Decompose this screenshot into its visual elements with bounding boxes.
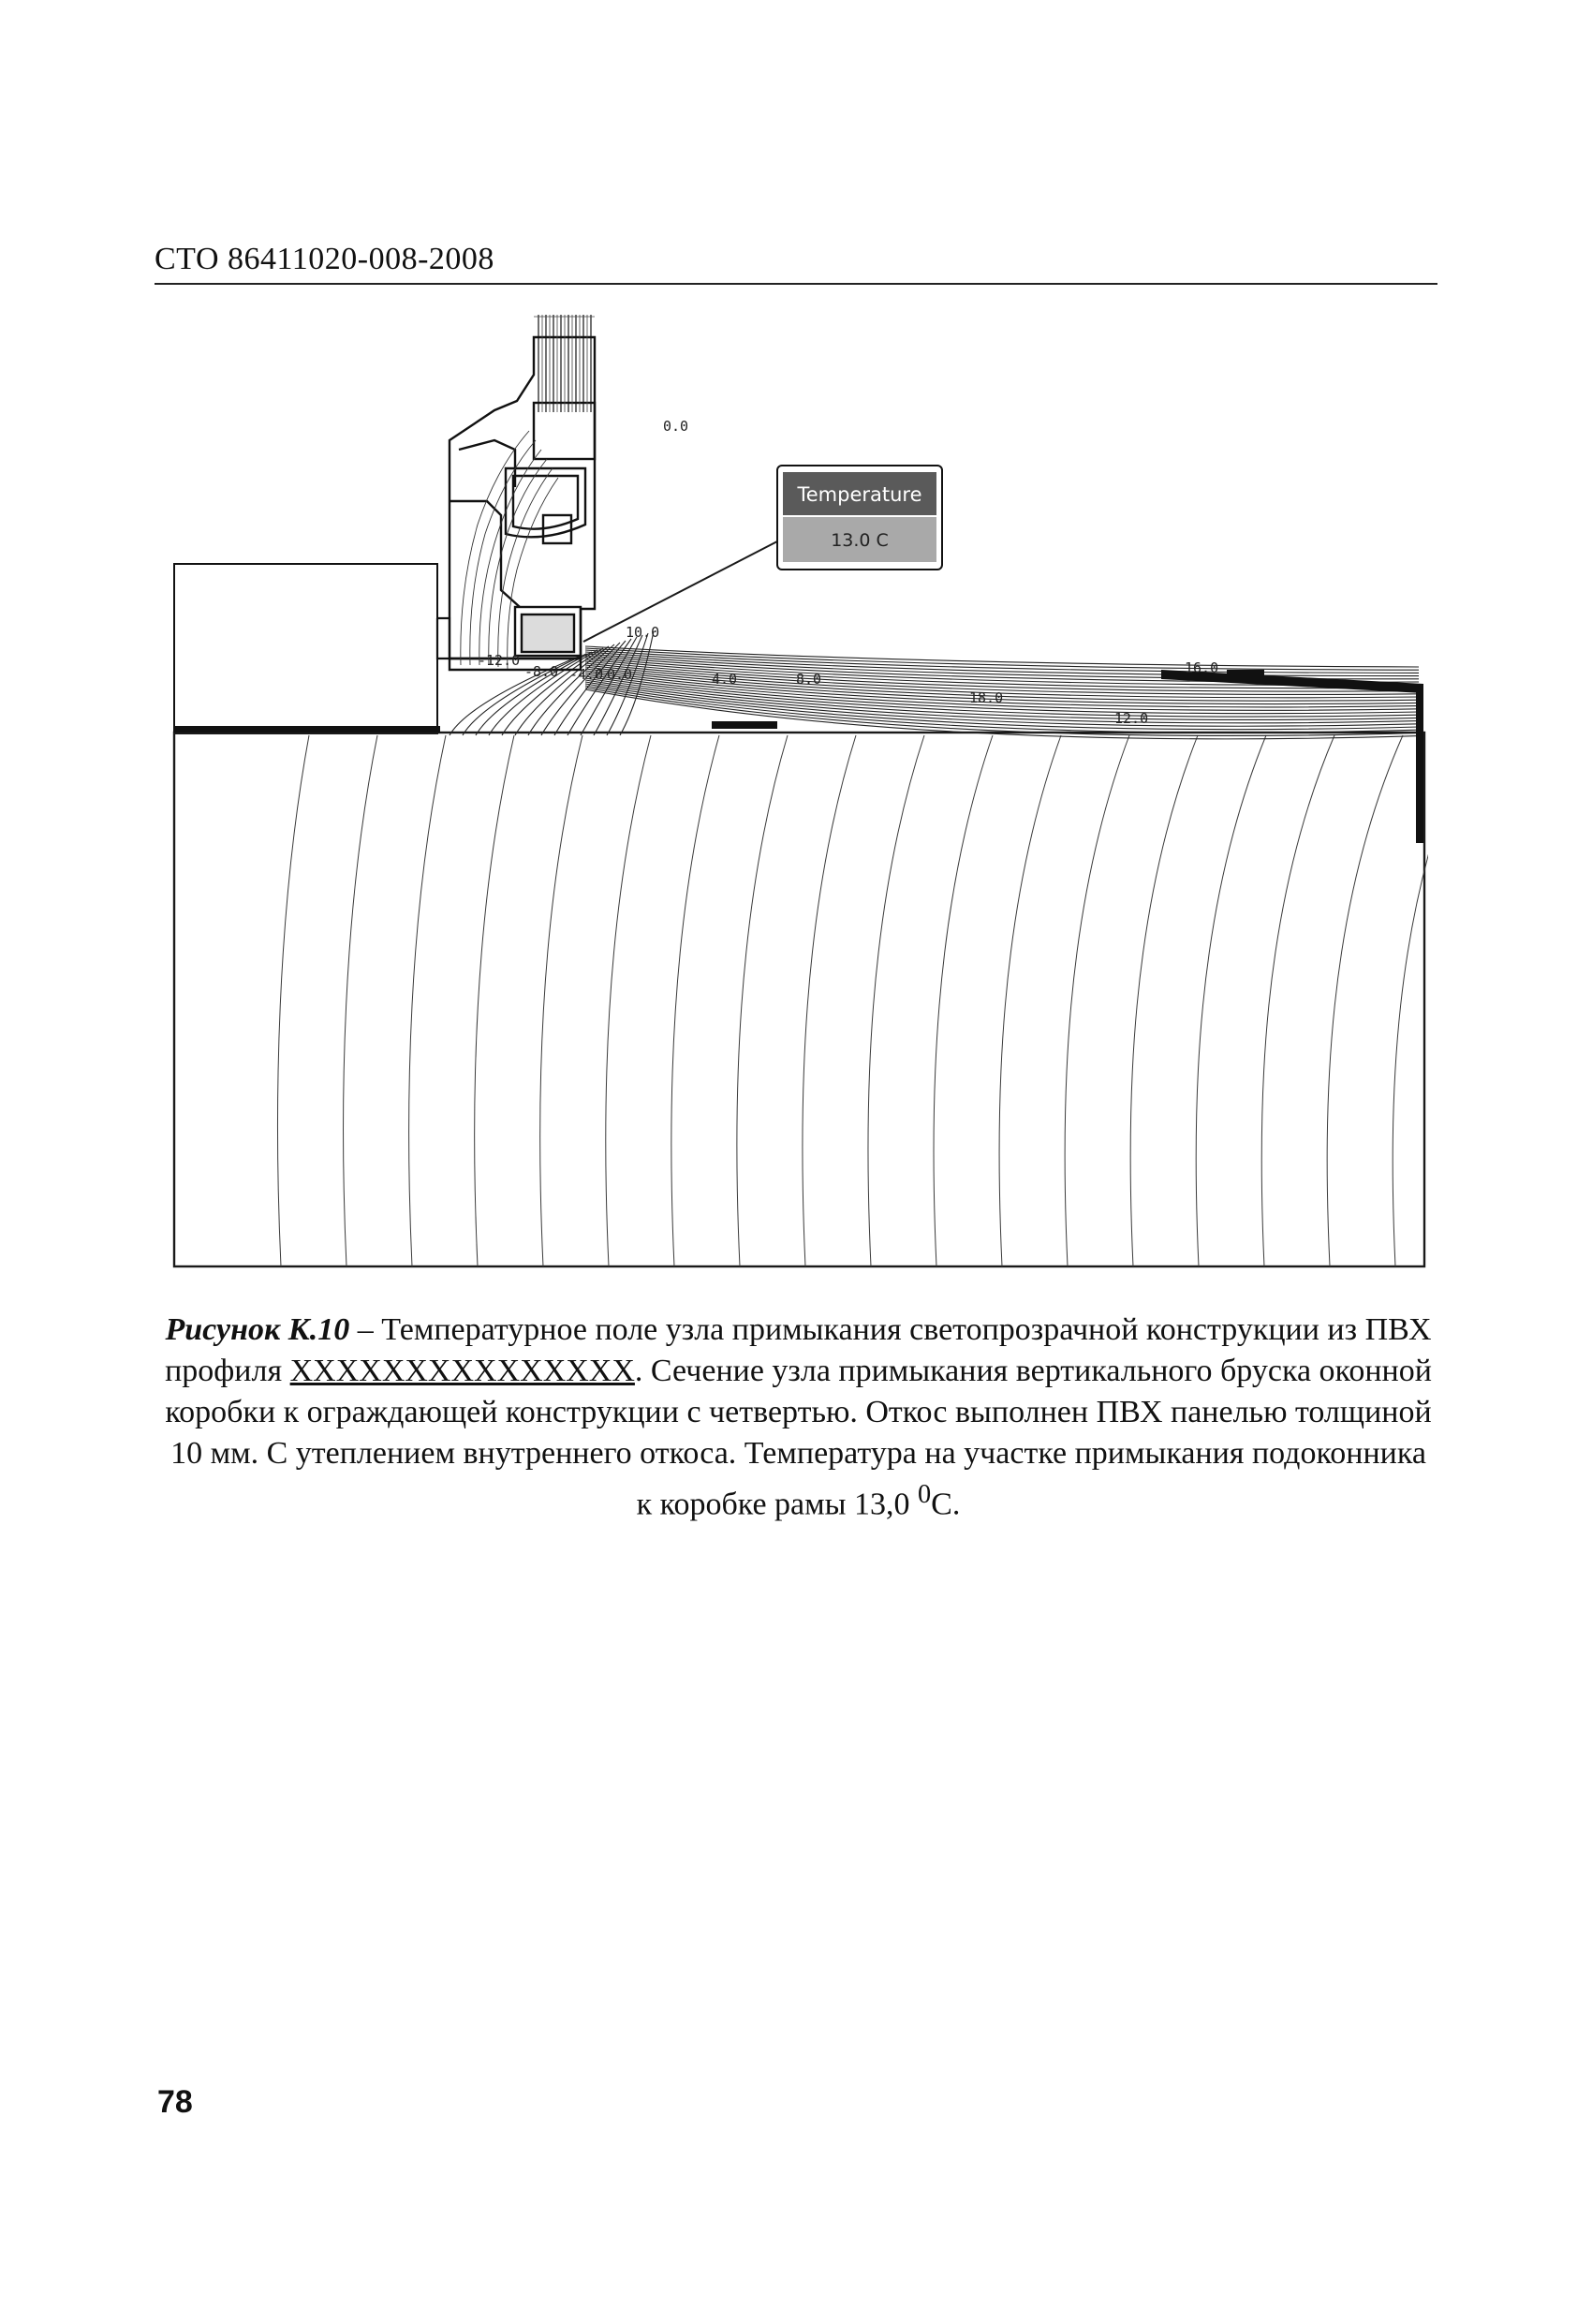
isotherm-curve (803, 735, 856, 1266)
caption-profile-code: XXXXXXXXXXXXXXX (289, 1354, 635, 1388)
isotherm-fan (450, 631, 1419, 739)
leader-line (583, 541, 777, 642)
isotherm-label: 0.0 (663, 418, 689, 435)
isotherm-curve (934, 735, 993, 1266)
isotherm-curve (1065, 735, 1129, 1266)
isotherm-label: 4.0 (712, 671, 738, 688)
isotherm-label: 18.0 (969, 689, 1004, 706)
isotherm-curve (999, 735, 1061, 1266)
caption-dash: – (349, 1312, 382, 1347)
room-wall (174, 564, 437, 731)
wall-opening-outline (437, 618, 450, 659)
isotherm-label: 0.0 (607, 666, 633, 683)
isotherm-curve (277, 735, 309, 1266)
caption-text-part1: Температурное поле узла примыкания светопрозрачной конструкции из ПВХ профиля (165, 1312, 1432, 1388)
document-code: СТО 86411020-008-2008 (155, 242, 494, 276)
isotherm-label: 12.0 (1114, 710, 1149, 727)
tooltip-title: Temperature (797, 483, 922, 506)
isotherm-label: 16.0 (1185, 659, 1219, 676)
isotherm-curve (475, 735, 514, 1266)
isotherm-curve (409, 735, 446, 1266)
wall-outlines (174, 733, 1424, 1266)
tooltip-value: 13.0 C (831, 530, 889, 551)
isotherm-curve (868, 735, 924, 1266)
isotherm-curve (1130, 735, 1198, 1266)
isotherm-label: 10.0 (626, 624, 660, 641)
page-header (155, 242, 1437, 285)
isotherm-curve (1261, 735, 1334, 1266)
isotherm-curve (1327, 735, 1403, 1266)
caption-unit: С. (931, 1487, 961, 1522)
isotherm-curve (540, 735, 582, 1266)
isotherm-curves-lower (277, 735, 1428, 1266)
page-number: 78 (157, 2084, 193, 2120)
isotherm-curve (737, 735, 788, 1266)
caption-degree: 0 (917, 1480, 932, 1509)
figure-caption (159, 1310, 1437, 1525)
isotherm-label: -8.0 (524, 663, 559, 680)
temperature-field-figure (169, 309, 1428, 1274)
temperature-field-diagram (169, 309, 1428, 1274)
isotherm-label: -4.0 (569, 666, 604, 683)
isotherm-curve (671, 735, 719, 1266)
isotherm-label: 8.0 (796, 671, 822, 688)
caption-text-part2: . Сечение узла примыкания вертикального бруска оконной коробки к ограждающей конструкции с четвертью. Откос выполнен ПВХ панелью толщиной 10 мм. С утеплением внутреннего откоса. Температура на участке примыкания подоконника к коробке рамы 13,0 (165, 1354, 1432, 1522)
isotherm-curve (1196, 735, 1266, 1266)
temperature-tooltip (777, 466, 942, 570)
caption-label: Рисунок К.10 (165, 1312, 350, 1347)
isotherm-label: -12.0 (478, 652, 521, 669)
isotherm-curve (344, 735, 377, 1266)
glazing-hatch (534, 315, 595, 412)
isotherm-fan-line (585, 646, 1419, 667)
isotherm-curve (606, 735, 651, 1266)
